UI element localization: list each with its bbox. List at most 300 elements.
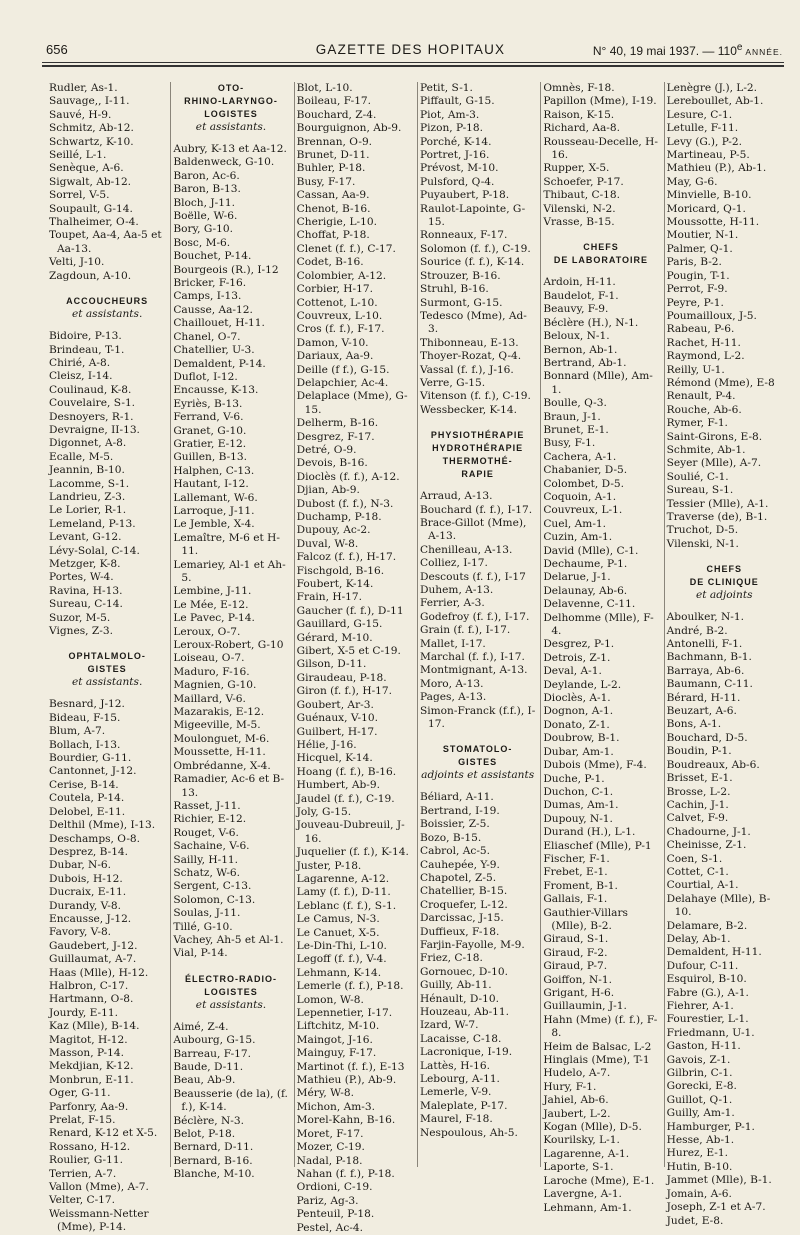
index-entry: Mazarakis, E-12.: [173, 706, 265, 719]
index-entry: Maillard, V-6.: [173, 692, 246, 705]
index-entry: Sailly, H-11.: [173, 853, 239, 866]
index-entry: Le Mée, E-12.: [173, 598, 249, 611]
index-entry: Choffat, P-18.: [296, 229, 370, 242]
index-entry: Colombet, D-5.: [543, 477, 625, 490]
section-title: DE CLINIQUE: [689, 577, 759, 588]
index-entry: Dubar, Am-1.: [543, 745, 614, 758]
index-entry: Marchal (f. f.), I-17.: [419, 651, 525, 664]
index-entry: Leblanc (f. f.), S-1.: [296, 899, 397, 912]
index-entry: Jomain, A-6.: [666, 1187, 732, 1200]
index-entry: Béclère, N-3.: [173, 1114, 244, 1127]
index-entry: Bosc, M-6.: [173, 236, 231, 249]
index-entry: Digonnet, A-8.: [49, 437, 127, 450]
section-subtitle: et assistants.: [195, 121, 267, 133]
index-entry: Moulonguet, M-6.: [173, 732, 270, 745]
index-entry: Gauillard, G-15.: [296, 618, 383, 631]
index-entry: Lereboullet, Ab-1.: [666, 95, 764, 108]
index-entry: Judet, E-8.: [666, 1214, 724, 1227]
index-entry: Boissier, Z-5.: [419, 818, 490, 831]
index-entry: Dariaux, Aa-9.: [296, 350, 374, 363]
index-entry: Bourdier, G-11.: [49, 752, 132, 765]
index-entry: Grigant, H-6.: [543, 987, 615, 999]
index-entry: Omnès, F-18.: [543, 82, 615, 94]
index-entry: Colliez, I-17.: [419, 557, 488, 570]
index-entry: Lemariey, Al-1 et Ah-5.: [173, 558, 286, 584]
index-entry: Rasset, J-11.: [173, 799, 241, 812]
index-entry: Chaillouet, H-11.: [173, 317, 265, 330]
index-entry: Heim de Balsac, L-2: [543, 1040, 652, 1053]
index-entry: Gaston, H-11.: [666, 1040, 741, 1053]
index-entry: Cleisz, I-14.: [49, 370, 113, 383]
index-entry: Chenilleau, A-13.: [419, 543, 513, 556]
index-entry: Penteuil, P-18.: [296, 1208, 375, 1221]
index-entry: Brosse, L-2.: [666, 785, 731, 798]
index-entry: Damon, V-10.: [296, 336, 369, 349]
index-entry: Nespoulous, Ah-5.: [419, 1126, 518, 1139]
index-entry: Ramadier, Ac-6 et B-13.: [173, 773, 285, 799]
index-entry: Puyaubert, P-18.: [419, 189, 510, 202]
index-entry: Lavergne, A-1.: [543, 1188, 622, 1201]
section-title: GISTES: [87, 664, 127, 675]
index-entry: Brisset, E-1.: [666, 772, 733, 785]
index-entry: Bernard, D-11.: [173, 1141, 254, 1154]
section-title: RHINO-LARYNGO-: [184, 96, 278, 106]
index-entry: Porché, K-14.: [419, 135, 492, 148]
index-entry: Hury, F-1.: [543, 1080, 597, 1093]
index-entry: David (Mlle), C-1.: [543, 544, 639, 557]
index-entry: Sachaine, V-6.: [173, 840, 250, 853]
index-entry: Delobel, E-11.: [49, 805, 126, 818]
index-entry: Sauvage,, I-11.: [49, 95, 130, 108]
index-entry: Chabanier, D-5.: [543, 464, 628, 477]
index-entry: Fourestier, L-1.: [666, 1013, 749, 1026]
index-entry: Deval, A-1.: [543, 665, 602, 678]
index-entry: Rouget, V-6.: [173, 826, 239, 839]
index-entry: Sigwalt, Ab-12.: [49, 175, 132, 188]
index-entry: Levy (G.), P-2.: [666, 135, 742, 148]
index-entry: Vilenski, N-2.: [543, 202, 616, 215]
index-entry: Mekdjian, K-12.: [49, 1060, 134, 1073]
index-entry: Godefroy (f. f.), I-17.: [419, 610, 530, 623]
index-entry: Lemeland, P-13.: [49, 517, 136, 530]
index-entry: Ferrier, A-3.: [419, 597, 485, 610]
index-entry: Cottenot, L-10.: [296, 296, 378, 309]
section-subtitle: et assistants.: [71, 676, 143, 689]
index-entry: Descouts (f. f.), I-17: [419, 570, 526, 583]
index-entry: Baldenweck, G-10.: [173, 156, 275, 169]
index-entry: Belot, P-18.: [173, 1128, 236, 1141]
index-entry: Lembine, J-11.: [173, 585, 252, 598]
index-entry: Dubois (Mme), F-4.: [543, 759, 647, 772]
index-entry: Camps, I-13.: [173, 290, 242, 303]
index-entry: Dognon, A-1.: [543, 705, 614, 718]
index-entry: Bouchet, P-14.: [173, 250, 252, 263]
index-columns: [47, 82, 787, 1234]
index-entry: Beloux, N-1.: [543, 330, 610, 343]
index-entry: Le Pavec, P-14.: [173, 612, 255, 625]
index-entry: Juster, P-18.: [296, 859, 362, 872]
index-entry: Darcissac, J-15.: [419, 912, 504, 925]
index-entry: Donato, Z-1.: [543, 718, 610, 731]
index-entry: Martineau, P-5.: [666, 149, 750, 162]
index-entry: Rupper, X-5.: [543, 162, 610, 175]
section-title: CHEFS: [706, 564, 743, 575]
index-entry: Giraud, P-7.: [543, 960, 608, 973]
index-entry: Farjin-Fayolle, M-9.: [419, 938, 525, 951]
index-entry: Larroque, J-11.: [173, 504, 255, 517]
index-entry: Deille (f f.), G-15.: [296, 363, 390, 376]
index-entry: Hurez, E-1.: [666, 1147, 728, 1160]
index-entry: Doubrow, B-1.: [543, 732, 620, 745]
index-entry: Lévy-Solal, C-14.: [49, 544, 140, 557]
index-entry: Sureau, C-14.: [49, 598, 123, 611]
index-entry: Eyriès, B-13.: [173, 397, 243, 410]
index-entry: Mathieu (P.), Ab-9.: [296, 1074, 397, 1087]
index-entry: Corbier, H-17.: [296, 283, 373, 296]
section-title: PHYSIOTHÉRAPIE: [430, 430, 525, 441]
index-column: [417, 82, 540, 1167]
index-entry: Letulle, F-11.: [666, 122, 739, 135]
index-entry: Braun, J-1.: [543, 410, 601, 423]
index-entry: Ravina, H-13.: [49, 584, 123, 597]
index-entry: Lenègre (J.), L-2.: [666, 82, 758, 94]
index-entry: Morel-Kahn, B-16.: [296, 1114, 396, 1127]
index-entry: Kourilsky, L-1.: [543, 1134, 620, 1147]
header-rule-thick: [42, 65, 784, 67]
index-entry: Monbrun, E-11.: [49, 1073, 134, 1086]
index-entry: Duche, P-1.: [543, 772, 605, 785]
index-entry: Méry, W-8.: [296, 1087, 354, 1100]
index-entry: Cheinisse, Z-1.: [666, 839, 747, 852]
index-entry: Giraud, F-2.: [543, 946, 608, 959]
issue-date: N° 40, 19 mai 1937. — 110: [592, 44, 737, 58]
index-entry: Moret, F-17.: [296, 1127, 364, 1140]
index-entry: Hénault, D-10.: [419, 992, 499, 1005]
index-entry: Vassal (f. f.), J-16.: [419, 363, 514, 376]
index-entry: Perrot, F-9.: [666, 283, 728, 296]
index-entry: Seillé, L-1.: [49, 149, 107, 162]
index-entry: Coutela, P-14.: [49, 792, 125, 805]
section-title: ACCOUCHEURS: [66, 296, 149, 307]
index-entry: Moussette, H-11.: [173, 746, 266, 759]
index-entry: Delarue, J-1.: [543, 571, 611, 584]
section-title: RAPIE: [461, 469, 494, 480]
section-title: LOGISTES: [204, 986, 258, 997]
index-entry: Kogan (Mlle), D-5.: [543, 1121, 642, 1134]
index-entry: Gorecki, E-8.: [666, 1080, 737, 1093]
index-entry: Chatellier, U-3.: [173, 344, 255, 357]
index-entry: Foubert, K-14.: [296, 578, 374, 591]
index-entry: Hoang (f. f.), B-16.: [296, 765, 397, 778]
index-entry: Baron, Ac-6.: [173, 169, 240, 182]
index-entry: Fischgold, B-16.: [296, 564, 385, 577]
index-entry: Cabrol, Ac-5.: [419, 845, 491, 858]
index-entry: Bloch, J-11.: [173, 196, 236, 209]
section-title: CHEFS: [583, 242, 619, 253]
index-entry: Vial, P-14.: [173, 947, 228, 960]
index-entry: Lagarenne, A-1.: [543, 1147, 630, 1160]
index-entry: Le Lorier, R-1.: [49, 504, 127, 517]
index-entry: Jourdy, E-11.: [49, 1006, 118, 1019]
index-entry: Delay, Ab-1.: [666, 932, 731, 945]
index-entry: Le Jemble, X-4.: [173, 518, 255, 531]
index-entry: Moussotte, H-11.: [666, 216, 760, 229]
index-entry: Devraigne, II-13.: [49, 423, 140, 436]
index-entry: Guilbert, H-17.: [296, 725, 378, 738]
index-entry: Baron, B-13.: [173, 183, 241, 196]
index-entry: Chenot, B-16.: [296, 202, 371, 215]
index-entry: Boudreaux, Ab-6.: [666, 758, 760, 771]
index-entry: Lacronique, I-19.: [419, 1046, 513, 1059]
index-entry: Lehmann, K-14.: [296, 966, 382, 979]
index-entry: Duflot, I-12.: [173, 370, 238, 383]
index-entry: Hélie, J-16.: [296, 738, 357, 751]
index-entry: Schatz, W-6.: [173, 866, 241, 879]
index-entry: Coen, S-1.: [666, 852, 723, 865]
index-entry: Durand (H.), L-1.: [543, 826, 636, 839]
index-entry: Rossano, H-12.: [49, 1140, 131, 1153]
index-entry: Gauthier-Villars (Mlle), B-2.: [543, 906, 628, 932]
index-entry: Detrois, Z-1.: [543, 651, 611, 664]
index-entry: Frebet, E-1.: [543, 866, 608, 879]
index-entry: Jeannin, B-10.: [49, 464, 125, 477]
index-entry: Rémond (Mme), E-8: [666, 376, 775, 389]
index-entry: Beuzart, A-6.: [666, 705, 737, 718]
index-entry: Gaucher (f. f.), D-11: [296, 604, 404, 617]
index-entry: Béclère (H.), N-1.: [543, 316, 639, 329]
index-entry: Dufour, C-11.: [666, 959, 739, 972]
index-entry: Croquefer, L-12.: [419, 898, 508, 911]
index-entry: Schwartz, K-10.: [49, 135, 134, 148]
index-entry: Piot, Am-3.: [419, 108, 480, 121]
index-entry: Friez, C-18.: [419, 952, 483, 965]
index-entry: Cros (f. f.), F-17.: [296, 323, 385, 336]
index-column: [170, 82, 293, 1181]
index-entry: Verre, G-15.: [419, 376, 486, 389]
index-entry: Bory, G-10.: [173, 223, 233, 236]
index-entry: Cuel, Am-1.: [543, 517, 607, 530]
index-entry: Desnoyers, R-1.: [49, 410, 134, 423]
index-entry: Velti, J-10.: [49, 256, 105, 269]
index-entry: Soulié, C-1.: [666, 470, 729, 483]
index-entry: Traverse (de), B-1.: [666, 511, 768, 523]
index-entry: Kaz (Mlle), B-14.: [49, 1020, 140, 1033]
index-entry: Magitot, H-12.: [49, 1033, 128, 1046]
index-entry: Liftchitz, M-10.: [296, 1020, 380, 1033]
index-entry: Thibaut, C-18.: [543, 189, 621, 202]
index-entry: Brindeau, T-1.: [49, 343, 125, 356]
index-entry: Duval, W-8.: [296, 537, 359, 550]
index-entry: Houzeau, Ab-11.: [419, 1005, 510, 1018]
index-entry: Bricker, F-16.: [173, 277, 247, 290]
index-entry: Le Canuet, X-5.: [296, 926, 380, 939]
index-entry: Duhem, A-13.: [419, 584, 494, 596]
index-entry: Moutier, N-1.: [666, 229, 739, 242]
index-column: [664, 82, 787, 1227]
index-entry: Besnard, J-12.: [49, 698, 125, 711]
section-subtitle: adjoints et assistants: [421, 769, 535, 782]
index-entry: Magnien, G-10.: [173, 679, 257, 692]
index-entry: Schmite, Ab-1.: [666, 443, 746, 456]
index-entry: Encausse, J-12.: [49, 912, 132, 925]
index-entry: Devois, B-16.: [296, 457, 368, 470]
index-entry: Cachera, A-1.: [543, 450, 617, 463]
index-entry: Eliaschef (Mlle), P-1: [543, 839, 652, 852]
index-entry: Bouchard, Z-4.: [296, 108, 377, 121]
index-entry: Duchamp, P-18.: [296, 511, 382, 523]
index-entry: Guillot, Q-1.: [666, 1093, 733, 1106]
index-entry: Blot, L-10.: [296, 82, 353, 94]
index-entry: Cachin, J-1.: [666, 798, 729, 811]
index-entry: Hartmann, O-8.: [49, 993, 134, 1006]
index-entry: Cauhepée, Y-9.: [419, 858, 500, 871]
index-entry: Izard, W-7.: [419, 1019, 479, 1032]
index-entry: Saint-Girons, E-8.: [666, 430, 763, 443]
index-entry: Durandy, V-8.: [49, 899, 121, 912]
index-entry: Aboulker, N-1.: [666, 611, 744, 624]
index-entry: Leroux, O-7.: [173, 625, 241, 638]
index-entry: Gilson, D-11.: [296, 658, 367, 671]
index-entry: Mathieu (P.), Ab-1.: [666, 162, 767, 175]
index-entry: Hahn (Mme) (f. f.), F-8.: [543, 1013, 658, 1040]
index-entry: Schmitz, Ab-12.: [49, 122, 134, 135]
index-entry: Tessier (Mlle), A-1.: [666, 497, 769, 510]
index-entry: Lagarenne, A-12.: [296, 872, 390, 885]
section-title: STOMATOLO-: [442, 744, 513, 755]
index-entry: Poumailloux, J-5.: [666, 309, 757, 322]
index-entry: Bernon, Ab-1.: [543, 343, 618, 356]
index-entry: Guilly, Am-1.: [666, 1107, 735, 1120]
index-entry: Lebourg, A-11.: [419, 1073, 500, 1085]
index-entry: Gérard, M-10.: [296, 631, 373, 644]
index-entry: Moricard, Q-1.: [666, 202, 746, 215]
index-entry: Cantonnet, J-12.: [49, 765, 137, 778]
index-entry: Reilly, U-1.: [666, 363, 725, 376]
index-entry: Calvet, F-9.: [666, 812, 729, 825]
index-entry: Nahan (f. f.), P-18.: [296, 1167, 395, 1180]
index-entry: Ecalle, M-5.: [49, 450, 114, 463]
index-entry: Delavenne, C-11.: [543, 598, 636, 611]
index-entry: Pizon, P-18.: [419, 122, 483, 135]
index-entry: Ardoin, H-11.: [543, 276, 616, 289]
index-entry: Lallemant, W-6.: [173, 491, 258, 504]
index-entry: Bollach, I-13.: [49, 738, 121, 751]
index-entry: Deschamps, O-8.: [49, 832, 141, 845]
index-entry: Renault, P-4.: [666, 390, 736, 403]
index-entry: Rachet, H-11.: [666, 336, 741, 349]
index-entry: Solomon, C-13.: [173, 893, 256, 906]
index-entry: Mallet, I-17.: [419, 637, 486, 650]
index-entry: Chadourne, J-1.: [666, 825, 751, 838]
index-entry: Giraud, S-1.: [543, 933, 609, 946]
section-title: OPHTALMOLO-: [68, 651, 146, 662]
index-entry: Delaunay, Ab-6.: [543, 584, 628, 597]
index-entry: Bernard, B-16.: [173, 1154, 253, 1167]
index-entry: Buhler, P-18.: [296, 162, 366, 175]
index-entry: Rouche, Ab-6.: [666, 403, 742, 416]
index-entry: Raison, K-15.: [543, 108, 615, 121]
index-entry: Joly, G-15.: [296, 805, 352, 818]
index-entry: Courtial, A-1.: [666, 879, 739, 892]
index-entry: Baudelot, F-1.: [543, 289, 619, 302]
index-entry: Cassan, Aa-9.: [296, 189, 370, 202]
index-entry: Tedesco (Mme), Ad-3.: [419, 309, 527, 336]
index-entry: Goiffon, N-1.: [543, 973, 612, 986]
index-entry: Aimé, Z-4.: [173, 1020, 229, 1033]
index-entry: Chapotel, Z-5.: [419, 871, 497, 884]
index-entry: Michon, Am-3.: [296, 1100, 375, 1113]
index-entry: Hinglais (Mme), T-1: [543, 1054, 650, 1067]
index-entry: Thibonneau, E-13.: [419, 336, 519, 349]
index-entry: Sureau, S-1.: [666, 484, 734, 497]
index-entry: Delahaye (Mlle), B-10.: [666, 892, 771, 919]
index-entry: Soulas, J-11.: [173, 907, 241, 920]
index-entry: Duchon, C-1.: [543, 785, 614, 798]
index-entry: Le Camus, N-3.: [296, 913, 380, 926]
index-entry: Baumann, C-11.: [666, 678, 753, 691]
index-entry: Pulsford, Q-4.: [419, 175, 495, 188]
index-entry: Thoyer-Rozat, Q-4.: [419, 350, 522, 363]
index-entry: Frain, H-17.: [296, 591, 362, 604]
index-entry: Desgrez, F-17.: [296, 430, 375, 443]
index-entry: Humbert, Ab-9.: [296, 779, 380, 792]
index-entry: Bons, A-1.: [666, 718, 722, 731]
index-entry: Delaplace (Mme), G-15.: [296, 390, 408, 416]
index-entry: Encausse, K-13.: [173, 384, 259, 397]
index-entry: Hutin, B-10.: [666, 1160, 733, 1173]
index-entry: Baude, D-11.: [173, 1061, 244, 1073]
index-entry: Senèque, A-6.: [49, 162, 124, 175]
index-entry: Legoff (f. f.), V-4.: [296, 953, 387, 966]
index-entry: Bérard, H-11.: [666, 691, 741, 704]
index-entry: Couvreux, L-10.: [296, 309, 383, 322]
index-entry: Vilenski, N-1.: [666, 537, 739, 550]
index-entry: Dubost (f. f.), N-3.: [296, 497, 394, 510]
index-entry: Pages, A-13.: [419, 691, 487, 704]
index-entry: Gallais, F-1.: [543, 893, 608, 906]
index-entry: Delhomme (Mlle), F-4.: [543, 611, 654, 638]
index-entry: Dubois, H-12.: [49, 872, 123, 885]
index-entry: Landrieu, Z-3.: [49, 490, 126, 503]
header-rule-thin: [42, 62, 784, 63]
index-entry: Coquoin, A-1.: [543, 490, 617, 503]
index-entry: Boulle, Q-3.: [543, 397, 607, 410]
index-entry: Dioclès (f. f.), A-12.: [296, 470, 400, 483]
index-entry: Falcoz (f. f.), H-17.: [296, 551, 397, 564]
index-entry: Djian, Ab-9.: [296, 484, 360, 497]
index-entry: Moro, A-13.: [419, 677, 484, 690]
index-entry: Ronneaux, F-17.: [419, 229, 508, 242]
index-entry: Guilly, Ab-11.: [419, 979, 492, 992]
section-title: ÉLECTRO-RADIO-: [184, 973, 277, 984]
index-entry: Brunet, E-1.: [543, 423, 609, 436]
index-entry: Thalheimer, O-4.: [49, 216, 139, 229]
index-entry: Loiseau, O-7.: [173, 652, 245, 665]
index-entry: Bozo, B-15.: [419, 831, 482, 844]
page-number: 656: [46, 42, 68, 57]
index-entry: Le-Din-Thi, L-10.: [296, 940, 387, 952]
index-entry: Toupet, Aa-4, Aa-5 et Aa-13.: [49, 229, 162, 255]
index-entry: Piffault, G-15.: [419, 95, 495, 108]
section-title: GISTES: [458, 757, 498, 768]
index-entry: Ombrédanne, X-4.: [173, 759, 271, 772]
index-entry: Desgrez, P-1.: [543, 638, 615, 651]
index-entry: Guillaumin, J-1.: [543, 1000, 627, 1013]
index-entry: Wessbecker, K-14.: [419, 403, 518, 416]
index-entry: Bidoire, P-13.: [49, 330, 122, 343]
index-entry: Guénaux, V-10.: [296, 712, 378, 725]
index-entry: Hautant, I-12.: [173, 478, 249, 491]
